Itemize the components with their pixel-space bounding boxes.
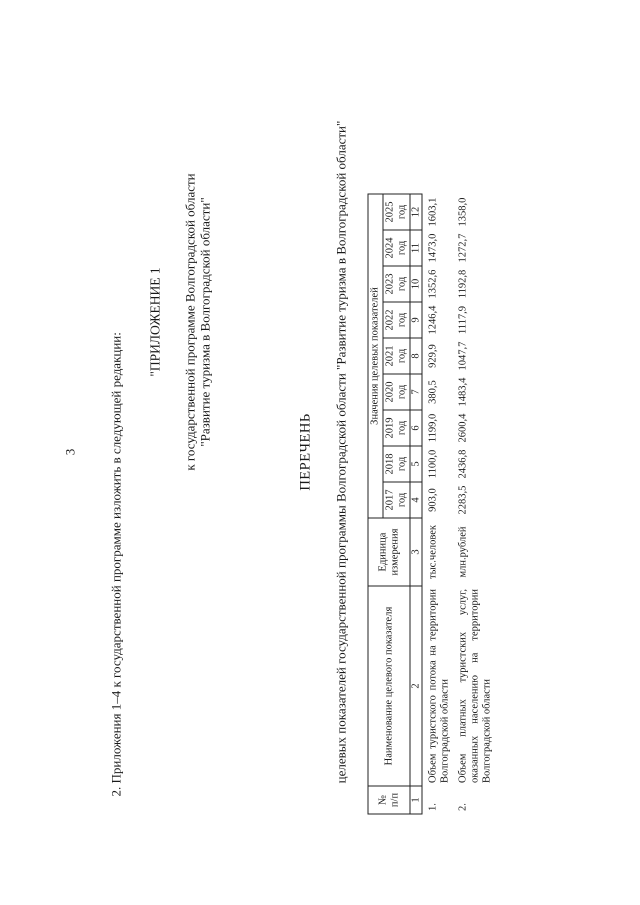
column-index: 6 bbox=[410, 410, 422, 446]
row-indicator-name: Объем туристского потока на территории Волгоградской области bbox=[427, 589, 450, 783]
header-num: № п/п bbox=[368, 786, 410, 814]
row-value: 1199,0 bbox=[427, 413, 438, 443]
table-header-row bbox=[368, 194, 383, 814]
column-index: 8 bbox=[410, 338, 422, 374]
header-year: 2024 год bbox=[383, 230, 410, 266]
row-value: 2283,5 bbox=[457, 485, 468, 515]
column-index: 5 bbox=[410, 446, 422, 482]
row-value: 1192,8 bbox=[457, 269, 468, 299]
column-index: 1 bbox=[410, 786, 422, 814]
appendix-subtitle-line-2: "Развитие туризма в Волгоградской области" bbox=[197, 197, 212, 447]
header-year: 2025 год bbox=[383, 194, 410, 230]
column-index-row bbox=[410, 194, 422, 814]
row-value: 1358,0 bbox=[457, 197, 468, 227]
row-value: 1473,0 bbox=[427, 233, 438, 263]
row-value: 1603,1 bbox=[427, 197, 438, 227]
row-value: 1352,6 bbox=[427, 269, 438, 299]
row-value: 903,0 bbox=[427, 488, 438, 512]
appendix-subtitle-line-1: к государственной программе Волгоградской области bbox=[182, 173, 197, 471]
row-unit: млн.рублей bbox=[457, 526, 468, 578]
row-value: 1117,9 bbox=[457, 305, 468, 335]
row-unit: тыс.человек bbox=[427, 524, 438, 580]
indicators-table bbox=[367, 194, 494, 815]
header-name: Наименование целевого показателя bbox=[368, 586, 410, 786]
row-indicator-name: Объем платных туристских услуг, оказанных населению на территории Волгоградской области bbox=[457, 589, 492, 783]
intro-paragraph: 2. Приложения 1–4 к государственной программе изложить в следующей редакции: bbox=[108, 332, 123, 797]
page-number: 3 bbox=[62, 448, 77, 456]
list-subtitle: целевых показателей государственной программы Волгоградской области "Развитие туризма в Волгоградской области" bbox=[333, 120, 348, 784]
header-values-group: Значения целевых показателей bbox=[368, 194, 383, 518]
row-number: 1. bbox=[427, 803, 438, 811]
column-index: 2 bbox=[410, 586, 422, 786]
row-value: 2436,8 bbox=[457, 449, 468, 479]
column-index: 12 bbox=[410, 194, 422, 230]
table-row bbox=[452, 194, 494, 814]
row-value: 1047,7 bbox=[457, 341, 468, 371]
appendix-title: "ПРИЛОЖЕНИЕ 1 bbox=[147, 267, 162, 377]
list-title: ПЕРЕЧЕНЬ bbox=[297, 413, 313, 491]
column-index: 4 bbox=[410, 482, 422, 518]
row-value: 1483,4 bbox=[457, 377, 468, 407]
header-year: 2022 год bbox=[383, 302, 410, 338]
header-unit: Единица измерения bbox=[368, 518, 410, 586]
column-index: 10 bbox=[410, 266, 422, 302]
header-year: 2023 год bbox=[383, 266, 410, 302]
row-number: 2. bbox=[457, 803, 468, 811]
header-year: 2017 год bbox=[383, 482, 410, 518]
row-value: 1246,4 bbox=[427, 305, 438, 335]
row-value: 1100,0 bbox=[427, 449, 438, 479]
column-index: 11 bbox=[410, 230, 422, 266]
column-index: 9 bbox=[410, 302, 422, 338]
column-index: 7 bbox=[410, 374, 422, 410]
row-value: 929,9 bbox=[427, 344, 438, 368]
row-value: 1272,7 bbox=[457, 233, 468, 263]
column-index: 3 bbox=[410, 518, 422, 586]
header-year: 2019 год bbox=[383, 410, 410, 446]
row-value: 2600,4 bbox=[457, 413, 468, 443]
header-year: 2018 год bbox=[383, 446, 410, 482]
header-year: 2021 год bbox=[383, 338, 410, 374]
table-row bbox=[422, 194, 453, 814]
header-year: 2020 год bbox=[383, 374, 410, 410]
row-value: 380,5 bbox=[427, 380, 438, 404]
